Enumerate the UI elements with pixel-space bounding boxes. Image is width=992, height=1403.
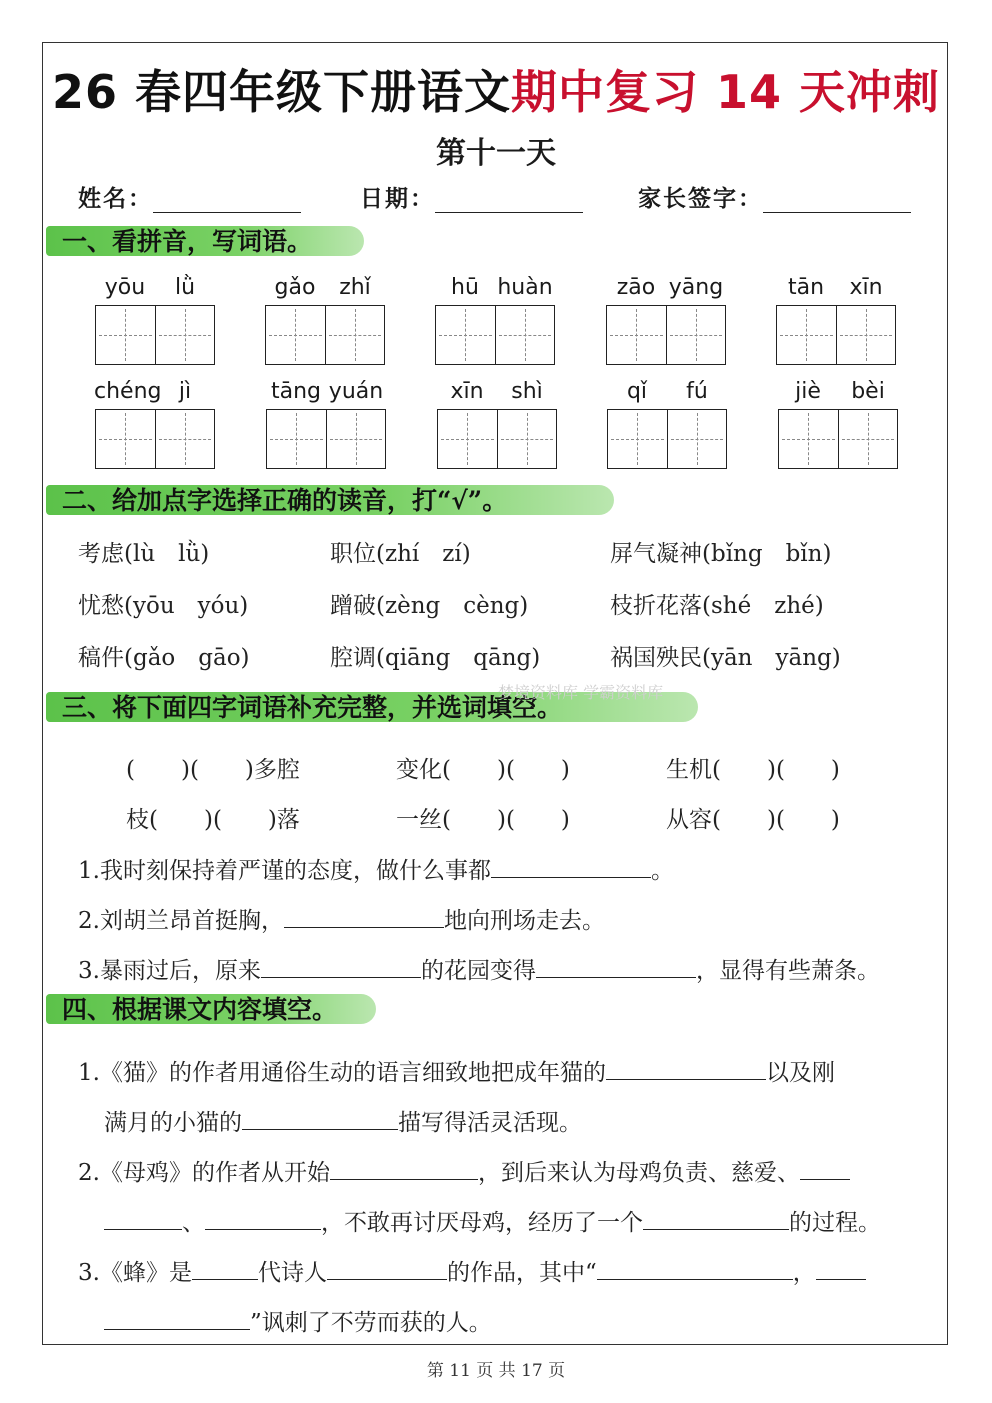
pinyin-label: lǜ	[174, 275, 196, 300]
parent-blank[interactable]	[763, 188, 911, 213]
parent-label: 家长签字：	[638, 185, 763, 212]
writing-grid[interactable]	[606, 305, 726, 365]
pinyin-label: jì	[178, 379, 192, 404]
answer-blank[interactable]	[104, 1207, 182, 1230]
day-heading: 第十一天	[436, 136, 556, 171]
s4-q3-text: 3.《蜂》是	[78, 1260, 192, 1286]
pinyin-label: yāng	[668, 275, 724, 300]
s4-q1-cont: 满月的小猫的	[104, 1110, 242, 1136]
s3-q3-end: ，显得有些萧条。	[695, 958, 880, 984]
watermark: 梦境资料库 学霸资料库	[498, 683, 664, 702]
writing-cell[interactable]	[839, 410, 898, 468]
pinyin-label: bèi	[851, 379, 885, 404]
writing-cell[interactable]	[436, 306, 496, 364]
s3-q2-text: 2.刘胡兰昂首挺胸，	[78, 908, 284, 934]
idiom-item[interactable]: 枝( )( )落	[126, 807, 300, 833]
name-field[interactable]	[78, 180, 301, 213]
date-blank[interactable]	[435, 188, 583, 213]
answer-blank[interactable]	[261, 955, 421, 978]
s3-q1-end: 。	[650, 858, 674, 884]
writing-cell[interactable]	[496, 306, 555, 364]
s4-q2-end: 的过程。	[789, 1210, 881, 1236]
s4-question-1-line-1	[78, 1054, 835, 1087]
s4-q3-mid: 代诗人	[257, 1260, 327, 1286]
s4-question-1-line-2	[104, 1104, 582, 1137]
writing-grid[interactable]	[265, 305, 385, 365]
s4-q3-end: ”讽刺了不劳而获的人。	[250, 1310, 492, 1336]
name-label: 姓名：	[78, 185, 153, 212]
answer-blank[interactable]	[327, 1257, 447, 1280]
pinyin-label: yuán	[328, 379, 384, 404]
writing-grid[interactable]	[607, 409, 727, 469]
date-label: 日期：	[360, 185, 435, 212]
writing-grid[interactable]	[95, 305, 215, 365]
s4-q1-text: 1.《猫》的作者用通俗生动的语言细致地把成年猫的	[78, 1060, 606, 1086]
page-footer: 第 11 页 共 17 页	[426, 1361, 566, 1381]
writing-cell[interactable]	[777, 306, 837, 364]
answer-blank[interactable]	[104, 1307, 250, 1330]
choice-item[interactable]: 考虑(lù lǜ)	[78, 541, 210, 567]
date-field[interactable]	[360, 180, 583, 213]
writing-cell[interactable]	[438, 410, 498, 468]
section-2-title: 二、给加点字选择正确的读音，打“√”。	[62, 486, 508, 515]
choice-item[interactable]: 职位(zhí zí)	[330, 541, 471, 567]
pinyin-label: chéng	[94, 379, 162, 404]
name-blank[interactable]	[153, 188, 301, 213]
s4-q1-mid: 以及刚	[765, 1060, 835, 1086]
page-title	[0, 56, 992, 122]
s4-q3-comma: ，	[792, 1260, 816, 1286]
writing-cell[interactable]	[327, 410, 386, 468]
section-1-title: 一、看拼音，写词语。	[62, 227, 313, 256]
writing-cell[interactable]	[608, 410, 668, 468]
writing-cell[interactable]	[668, 410, 727, 468]
answer-blank[interactable]	[597, 1257, 793, 1280]
writing-cell[interactable]	[837, 306, 896, 364]
writing-grid[interactable]	[778, 409, 898, 469]
s3-q2-end: 地向刑场走去。	[443, 908, 605, 934]
s4-question-2-line-2	[104, 1204, 881, 1237]
pinyin-label: jiè	[795, 379, 821, 404]
answer-blank[interactable]	[192, 1257, 258, 1280]
writing-cell[interactable]	[156, 306, 215, 364]
pinyin-label: xīn	[450, 379, 484, 404]
pinyin-label: gǎo	[274, 275, 316, 300]
idiom-item[interactable]: 变化( )( )	[396, 757, 570, 783]
pinyin-label: huàn	[497, 275, 553, 300]
writing-grid[interactable]	[266, 409, 386, 469]
writing-grid[interactable]	[437, 409, 557, 469]
choice-item[interactable]: 祸国殃民(yān yāng)	[610, 645, 841, 671]
s4-question-3-line-1	[78, 1254, 866, 1287]
pinyin-label: tāng	[270, 379, 321, 404]
s4-question-3-line-2	[104, 1304, 492, 1337]
answer-blank[interactable]	[284, 905, 444, 928]
writing-cell[interactable]	[267, 410, 327, 468]
writing-cell[interactable]	[779, 410, 839, 468]
s4-q2-cont: ，不敢再讨厌母鸡，经历了一个	[321, 1210, 643, 1236]
choice-item[interactable]: 蹭破(zèng cèng)	[330, 593, 529, 619]
pinyin-label: yōu	[104, 275, 146, 300]
writing-cell[interactable]	[96, 306, 156, 364]
s3-question-3	[78, 952, 880, 985]
title-part-black: 26 春四年级下册语文	[51, 65, 511, 119]
s3-question-2	[78, 902, 605, 935]
section-4-title: 四、根据课文内容填空。	[62, 995, 338, 1024]
s4-q1-end: 描写得活灵活现。	[398, 1110, 582, 1136]
s4-q3-quote: 的作品，其中“	[446, 1260, 597, 1286]
answer-blank[interactable]	[800, 1157, 850, 1180]
pinyin-label: xīn	[849, 275, 883, 300]
writing-grid[interactable]	[776, 305, 896, 365]
choice-item[interactable]: 稿件(gǎo gāo)	[78, 645, 250, 671]
answer-blank[interactable]	[606, 1057, 766, 1080]
writing-grid[interactable]	[95, 409, 215, 469]
writing-cell[interactable]	[498, 410, 557, 468]
pinyin-label: tān	[787, 275, 825, 300]
s3-q3-text: 3.暴雨过后，原来	[78, 958, 261, 984]
writing-cell[interactable]	[667, 306, 726, 364]
answer-blank[interactable]	[330, 1157, 478, 1180]
s4-q2-text: 2.《母鸡》的作者从开始	[78, 1160, 330, 1186]
pinyin-label: zhǐ	[339, 275, 371, 300]
s4-question-2-line-1	[78, 1154, 850, 1187]
choice-item[interactable]: 忧愁(yōu yóu)	[78, 593, 249, 619]
s3-q3-mid: 的花园变得	[420, 958, 536, 984]
s4-q2-mid: ，到后来认为母鸡负责、慈爱、	[477, 1160, 800, 1186]
answer-blank[interactable]	[242, 1107, 398, 1130]
pinyin-label: fú	[686, 379, 708, 404]
answer-blank[interactable]	[491, 855, 651, 878]
writing-cell[interactable]	[266, 306, 326, 364]
parent-signature-field[interactable]	[638, 180, 911, 213]
pinyin-label: qǐ	[626, 379, 648, 404]
answer-blank[interactable]	[643, 1207, 789, 1230]
choice-item[interactable]: 腔调(qiāng qāng)	[330, 645, 541, 671]
s3-q1-text: 1.我时刻保持着严谨的态度，做什么事都	[78, 858, 491, 884]
answer-blank[interactable]	[536, 955, 696, 978]
choice-item[interactable]: 屏气凝神(bǐng bǐn)	[610, 541, 832, 567]
answer-blank[interactable]	[816, 1257, 866, 1280]
title-part-red: 期中复习 14 天冲刺	[510, 65, 941, 119]
writing-cell[interactable]	[326, 306, 385, 364]
writing-cell[interactable]	[156, 410, 215, 468]
s4-q2-sep: 、	[182, 1210, 205, 1236]
section-3-title: 三、将下面四字词语补充完整，并选词填空。	[62, 693, 563, 722]
pinyin-label: shì	[511, 379, 543, 404]
s3-question-1	[78, 852, 674, 885]
idiom-item[interactable]: 从容( )( )	[666, 807, 840, 833]
idiom-item[interactable]: ( )( )多腔	[126, 757, 300, 783]
idiom-item[interactable]: 一丝( )( )	[396, 807, 570, 833]
pinyin-label: hū	[451, 275, 479, 300]
writing-grid[interactable]	[435, 305, 555, 365]
writing-cell[interactable]	[607, 306, 667, 364]
choice-item[interactable]: 枝折花落(shé zhé)	[610, 593, 824, 619]
writing-cell[interactable]	[96, 410, 156, 468]
idiom-item[interactable]: 生机( )( )	[666, 757, 840, 783]
answer-blank[interactable]	[205, 1207, 321, 1230]
pinyin-label: zāo	[616, 275, 656, 300]
